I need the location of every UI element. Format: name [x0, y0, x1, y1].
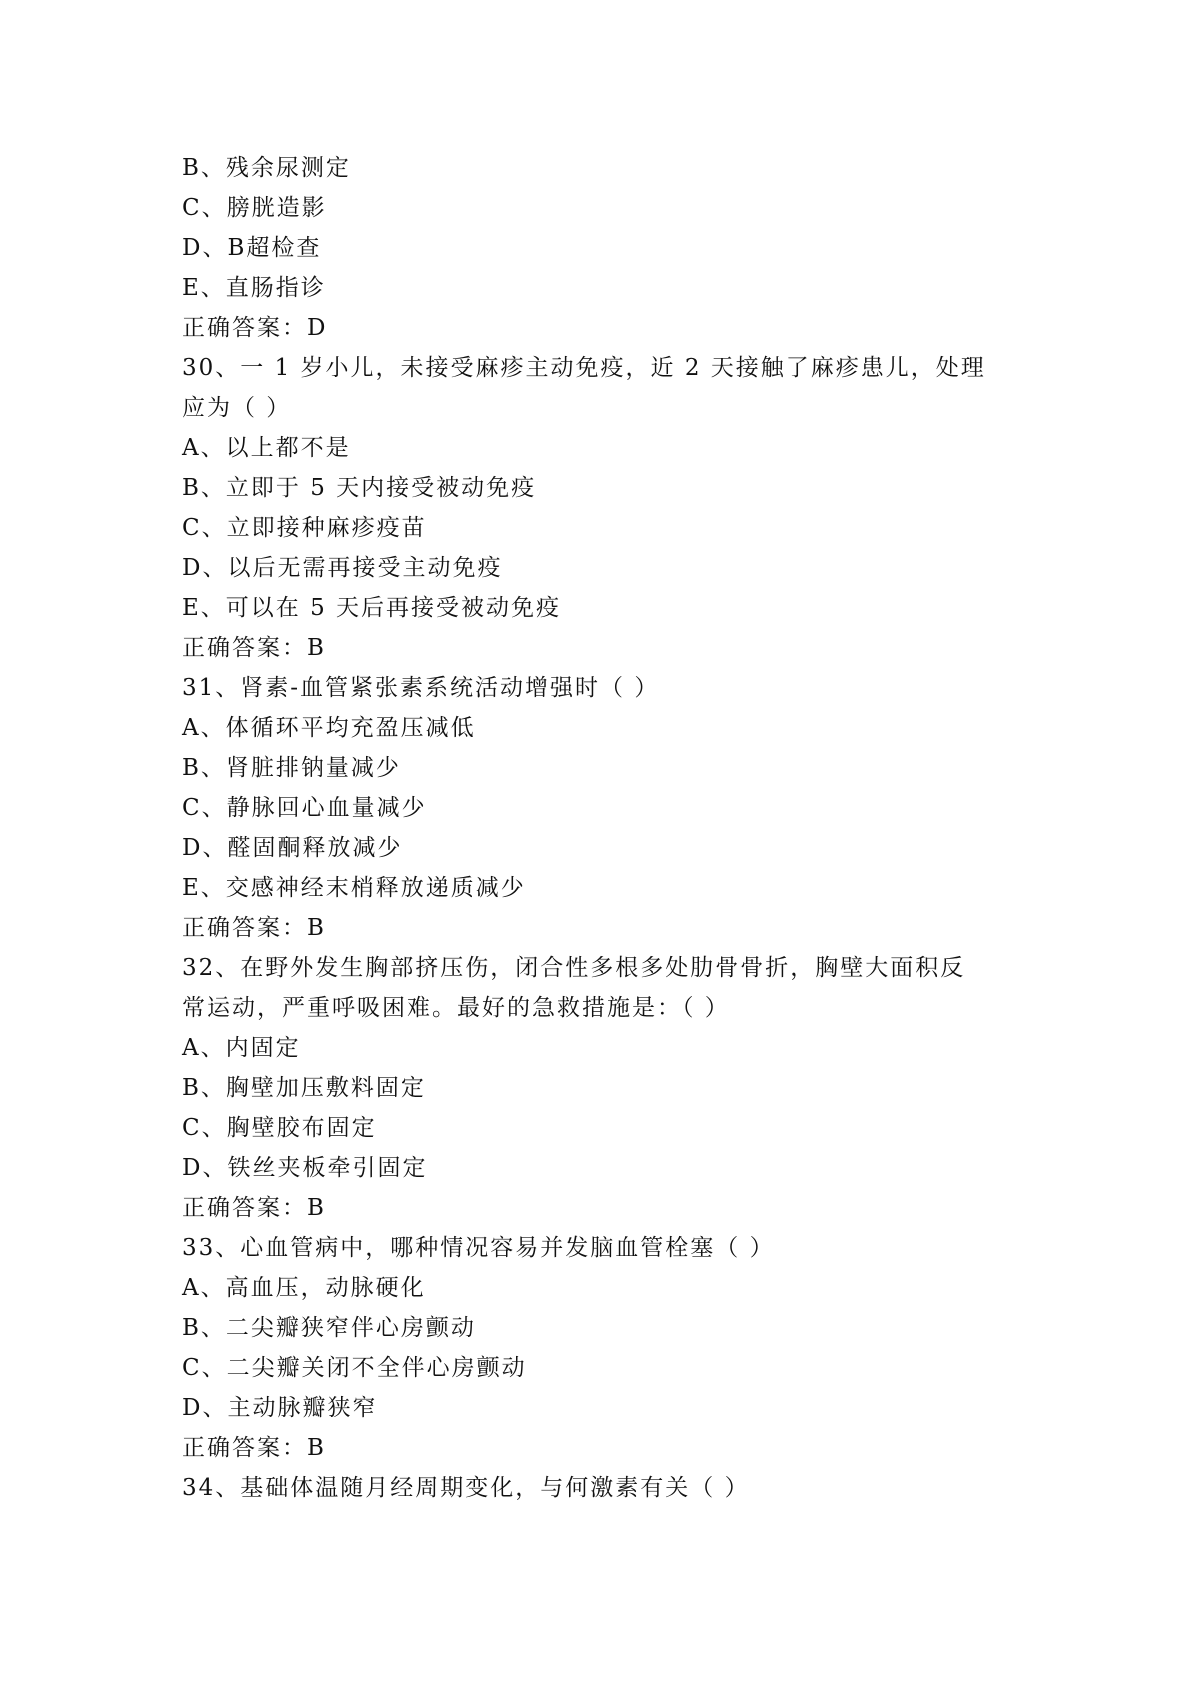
option-line: C、胸壁胶布固定	[182, 1115, 377, 1141]
option-line: D、铁丝夹板牵引固定	[182, 1155, 428, 1181]
option-line: B、立即于 5 天内接受被动免疫	[182, 475, 537, 501]
document-body	[182, 148, 1022, 1508]
question-line: 常运动，严重呼吸困难。最好的急救措施是：（ ）	[182, 995, 730, 1021]
option-line: E、可以在 5 天后再接受被动免疫	[182, 595, 562, 621]
answer-line: 正确答案：B	[182, 915, 326, 941]
option-line: D、以后无需再接受主动免疫	[182, 555, 503, 581]
option-line: D、主动脉瓣狭窄	[182, 1395, 378, 1421]
option-line: D、醛固酮释放减少	[182, 835, 403, 861]
option-line: A、内固定	[182, 1035, 301, 1061]
option-line: B、二尖瓣狭窄伴心房颤动	[182, 1315, 476, 1341]
option-line: A、高血压，动脉硬化	[182, 1275, 426, 1301]
answer-line: 正确答案：B	[182, 1195, 326, 1221]
question-line: 32、在野外发生胸部挤压伤，闭合性多根多处肋骨骨折，胸壁大面积反	[182, 955, 966, 981]
question-line: 30、一 1 岁小儿，未接受麻疹主动免疫，近 2 天接触了麻疹患儿，处理	[182, 355, 986, 381]
option-line: B、肾脏排钠量减少	[182, 755, 401, 781]
option-line: D、B超检查	[182, 235, 322, 261]
answer-line: 正确答案：B	[182, 1435, 326, 1461]
option-line: C、静脉回心血量减少	[182, 795, 427, 821]
option-line: E、交感神经末梢释放递质减少	[182, 875, 526, 901]
option-line: E、直肠指诊	[182, 275, 326, 301]
option-line: A、以上都不是	[182, 435, 351, 461]
question-line: 应为（ ）	[182, 395, 292, 421]
question-line: 34、基础体温随月经周期变化，与何激素有关（ ）	[182, 1475, 750, 1501]
option-line: C、膀胱造影	[182, 195, 327, 221]
question-line: 31、肾素-血管紧张素系统活动增强时（ ）	[182, 675, 660, 701]
option-line: C、二尖瓣关闭不全伴心房颤动	[182, 1355, 527, 1381]
answer-line: 正确答案：B	[182, 635, 326, 661]
answer-line: 正确答案：D	[182, 315, 328, 341]
question-line: 33、心血管病中，哪种情况容易并发脑血管栓塞（ ）	[182, 1235, 775, 1261]
option-line: A、体循环平均充盈压减低	[182, 715, 476, 741]
option-line: C、立即接种麻疹疫苗	[182, 515, 427, 541]
option-line: B、胸壁加压敷料固定	[182, 1075, 426, 1101]
option-line: B、残余尿测定	[182, 155, 351, 181]
